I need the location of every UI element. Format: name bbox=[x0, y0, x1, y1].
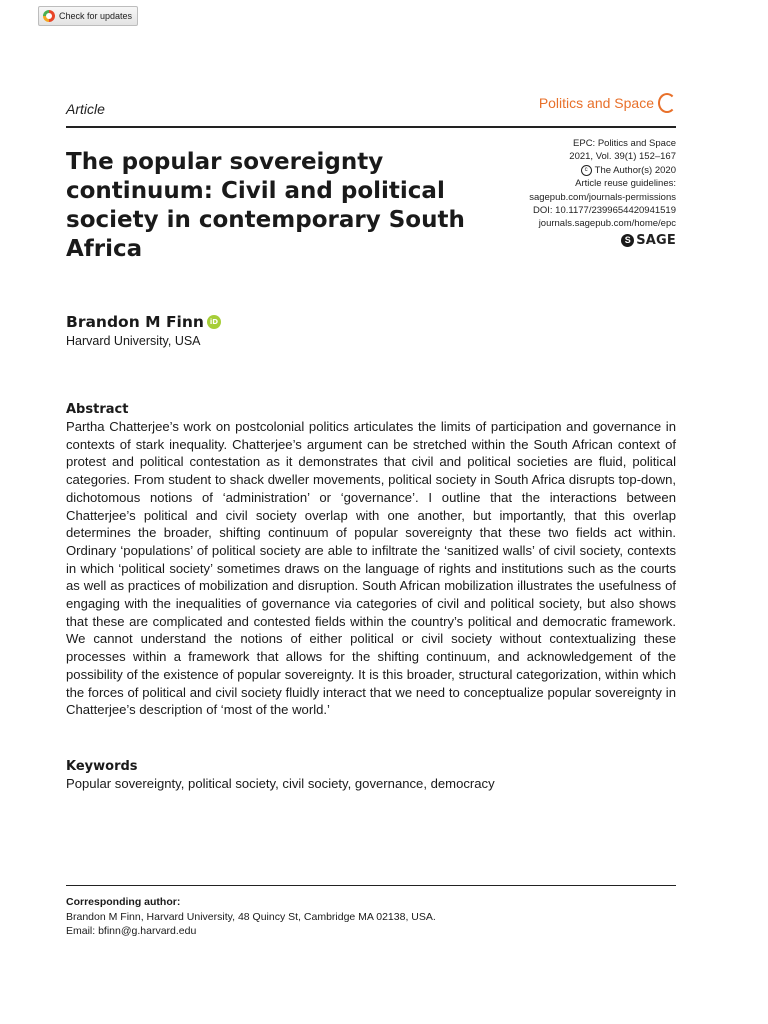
sage-wordmark: SAGE bbox=[636, 232, 676, 248]
keywords-text: Popular sovereignty, political society, civil society, governance, democracy bbox=[66, 776, 495, 791]
check-for-updates-label: Check for updates bbox=[59, 11, 133, 21]
article-metadata bbox=[476, 137, 676, 247]
footer-divider bbox=[66, 885, 676, 886]
author-block bbox=[66, 313, 221, 348]
crossmark-icon bbox=[43, 10, 55, 22]
sage-logo bbox=[476, 234, 676, 247]
reuse-guidelines-label: Article reuse guidelines: bbox=[575, 178, 676, 190]
orcid-icon[interactable]: iD bbox=[207, 315, 221, 329]
journal-logo-icon bbox=[658, 93, 676, 113]
journal-citation-name: EPC: Politics and Space bbox=[573, 138, 676, 149]
copyright-line bbox=[476, 164, 676, 177]
header-divider bbox=[66, 126, 676, 128]
article-type-label: Article bbox=[66, 101, 105, 117]
corresponding-author-heading: Corresponding author: bbox=[66, 896, 181, 908]
article-title: The popular sovereignty continuum: Civil and political society in contemporary South Africa bbox=[66, 149, 465, 262]
sage-icon: S bbox=[621, 234, 634, 247]
author-name: Brandon M Finn bbox=[66, 313, 204, 331]
corresponding-author-address: Brandon M Finn, Harvard University, 48 Quincy St, Cambridge MA 02138, USA. bbox=[66, 910, 436, 923]
corresponding-author-email[interactable]: Email: bfinn@g.harvard.edu bbox=[66, 925, 197, 937]
abstract-text: Partha Chatterjee’s work on postcolonial politics articulates the limits of participation and governance in contexts of stark inequality. Chatterjee’s argument can be stretched within the South African context of protest and political contestation as it demonstrates that civil and political societies are fluid, political categories. From student to shack dweller movements, political society in South Africa disrupts top-down, dichotomous notions of ‘administration’ or ‘governance’. I outline that the interactions between Chatterjee’s political and civil society overlap with one another, but importantly, that this overlap determines the broader, shifting continuum of popular sovereignty that these two fields act within. Ordinary ‘populations’ of political society are able to infiltrate the ‘sanitized walls’ of civil society, contexts in which ‘political society’ sometimes draws on the language of rights and institutions such as the courts as well as practices of mobilization and disruption. South African mobilization illustrates the usefulness of engaging with the inequalities of governance via categories of civil and political society, but also shows that these are complicated and contested fields within the country’s political and democratic framework. We cannot understand the notions of either political or civil society without contextualizing these processes within a framework that allows for the shifting continuum, and acknowledgement of the possibility of the existence of popular sovereignty. It is this broader, structural categorization, within which the forces of political and civil society fluidly interact that we need to conceptualize popular sovereignty in Chatterjee’s description of ‘most of the world.’ bbox=[66, 419, 676, 718]
doi-link[interactable]: DOI: 10.1177/2399654420941519 bbox=[533, 205, 676, 217]
journal-url-link[interactable]: journals.sagepub.com/home/epc bbox=[538, 218, 676, 230]
volume-citation: 2021, Vol. 39(1) 152–167 bbox=[569, 151, 676, 163]
journal-name: Politics and Space bbox=[538, 95, 654, 111]
corresponding-author-block bbox=[66, 895, 436, 939]
author-name-row bbox=[66, 313, 221, 331]
check-for-updates-button[interactable] bbox=[38, 6, 138, 26]
abstract-heading: Abstract bbox=[66, 402, 129, 417]
keywords-heading: Keywords bbox=[66, 759, 138, 774]
copyright-text: The Author(s) 2020 bbox=[594, 164, 676, 176]
permissions-link[interactable]: sagepub.com/journals-permissions bbox=[529, 191, 676, 203]
author-affiliation: Harvard University, USA bbox=[66, 334, 201, 348]
journal-brand bbox=[539, 93, 676, 113]
copyright-icon: c bbox=[581, 165, 592, 176]
